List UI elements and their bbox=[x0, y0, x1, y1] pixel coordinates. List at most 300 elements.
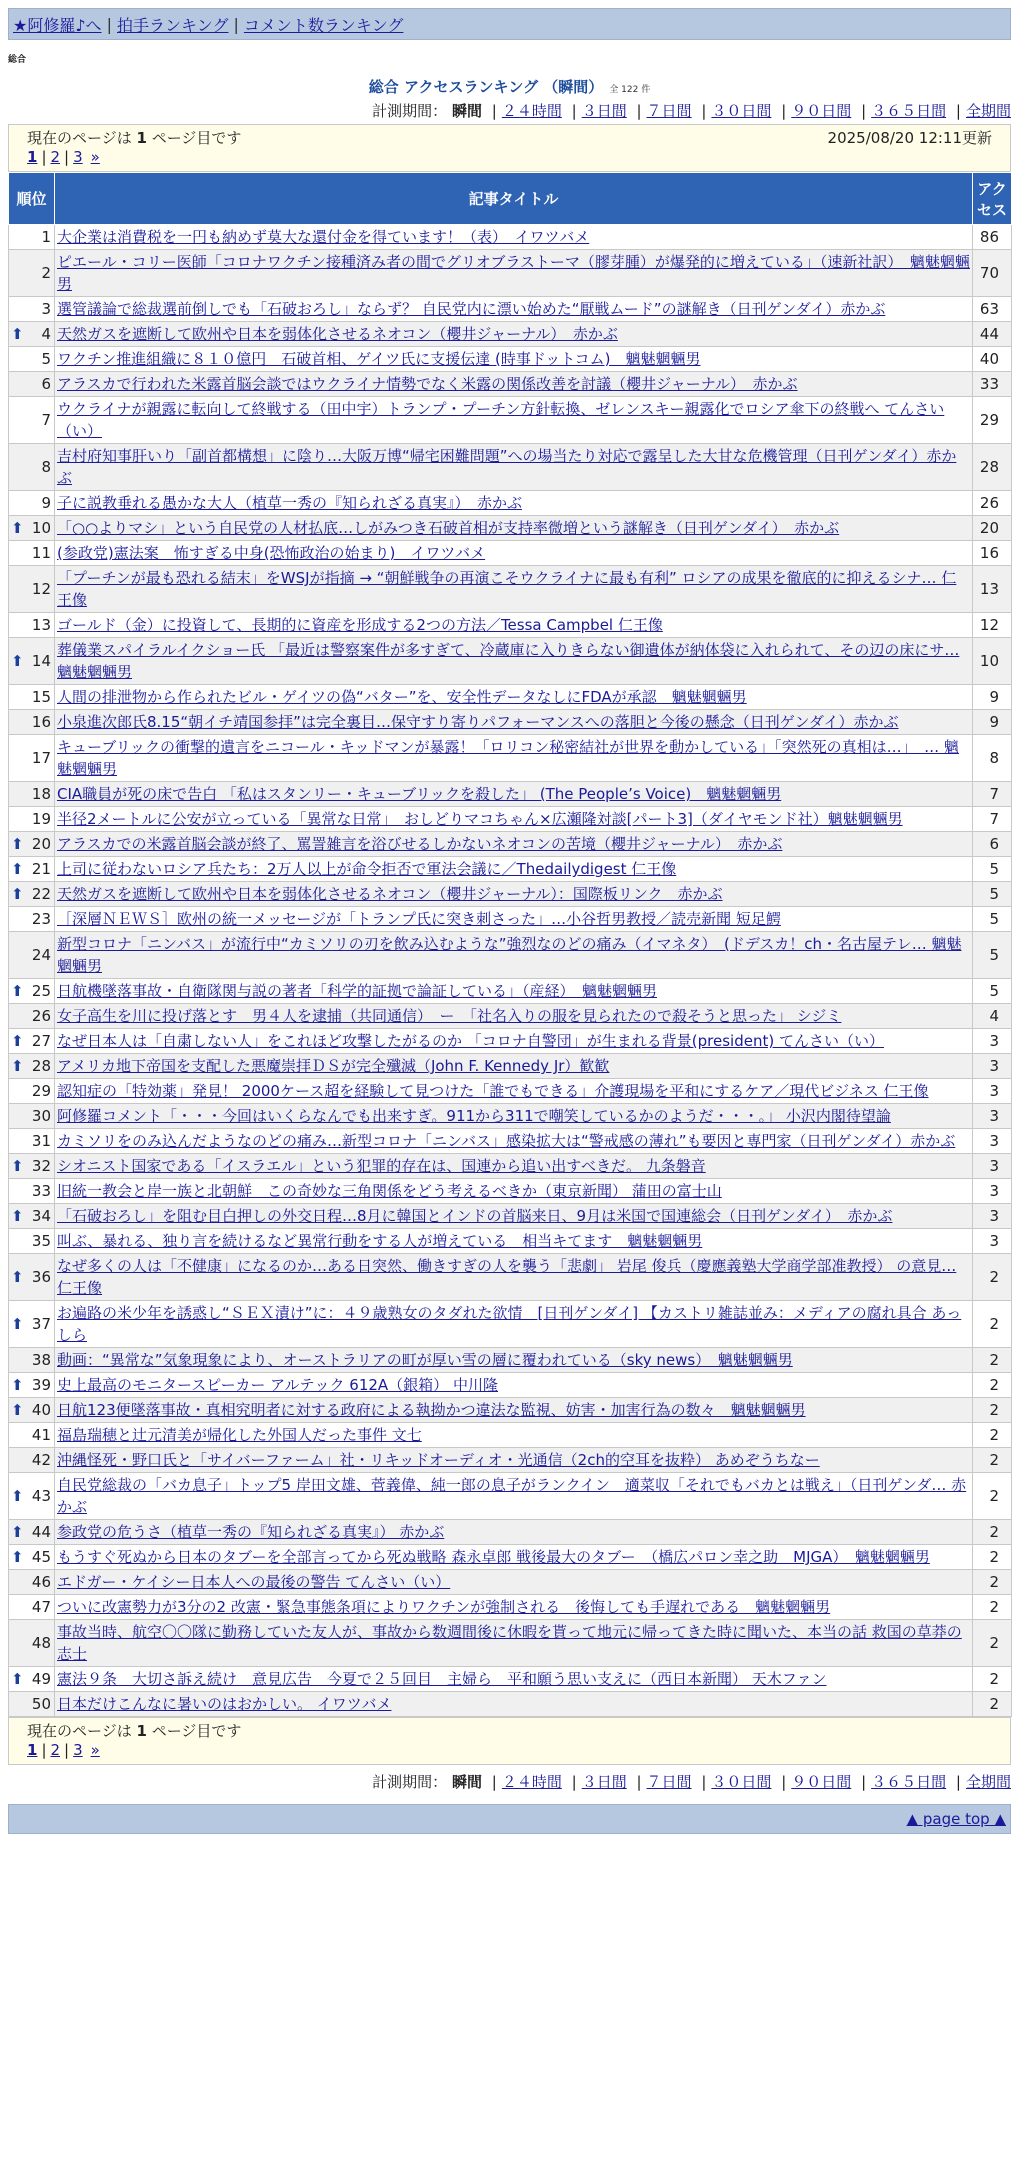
article-link[interactable]: 葬儀業スパイラルイクショー氏 「最近は警察案件が多すぎて、冷蔵庫に入りきらない御遺体が納体袋に入れられて、その辺の床にサ… 魑魅魍魎男 bbox=[57, 641, 960, 681]
arrow-up-icon: ⬆ bbox=[11, 982, 24, 1000]
table-row bbox=[9, 1448, 1012, 1473]
separator: | bbox=[41, 1741, 47, 1759]
title-cell bbox=[55, 1570, 973, 1595]
article-link[interactable]: ウクライナが親露に転向して終戦する（田中宇）トランプ・プーチン方針転換、ゼレンスキー親露化でロシア傘下の終戦へ てんさい（い） bbox=[57, 400, 945, 440]
rank-number: 16 bbox=[31, 713, 51, 731]
rank-cell bbox=[9, 541, 55, 566]
rank-cell bbox=[9, 1398, 55, 1423]
table-row bbox=[9, 1373, 1012, 1398]
table-row bbox=[9, 710, 1012, 735]
table-row bbox=[9, 1079, 1012, 1104]
next-page-link[interactable]: » bbox=[90, 1741, 100, 1759]
updated-timestamp: 2025/08/20 12:11更新 bbox=[827, 128, 992, 147]
table-row bbox=[9, 1254, 1012, 1301]
table-row bbox=[9, 735, 1012, 782]
article-link[interactable]: CIA職員が死の床で告白 「私はスタンリー・キューブリックを殺した」 (The People’s Voice) 魑魅魍魎男 bbox=[57, 785, 782, 803]
table-row bbox=[9, 857, 1012, 882]
separator: | bbox=[571, 1773, 577, 1791]
rank-number: 42 bbox=[31, 1451, 51, 1469]
article-link[interactable]: 小泉進次郎氏8.15“朝イチ靖国参拝”は完全裏目…保守すり寄りパフォーマンスへの落胆と今後の懸念（日刊ゲンダイ）赤かぶ bbox=[57, 713, 899, 731]
next-page-link[interactable]: » bbox=[90, 148, 100, 166]
access-count: 2 bbox=[973, 1448, 1012, 1473]
period-24h-link[interactable]: ２４時間 bbox=[501, 1773, 562, 1791]
title-cell bbox=[55, 1373, 973, 1398]
ranking-title-line bbox=[8, 76, 1011, 94]
article-link[interactable]: ゴールド（金）に投資して、長期的に資産を形成する2つの方法／Tessa Campbel 仁王像 bbox=[57, 616, 663, 634]
access-count: 2 bbox=[973, 1595, 1012, 1620]
rank-number: 15 bbox=[31, 688, 51, 706]
article-link[interactable]: (参政党)憲法案 怖すぎる中身(恐怖政治の始まり) イワツバメ bbox=[57, 544, 486, 562]
rank-number: 6 bbox=[41, 375, 51, 393]
title-cell bbox=[55, 857, 973, 882]
title-cell bbox=[55, 907, 973, 932]
article-link[interactable]: 自民党総裁の「バカ息子」トップ5 岸田文雄、菅義偉、純一郎の息子がランクイン 適菜収「それでもバカとは戦え」（日刊ゲンダ… 赤かぶ bbox=[57, 1476, 967, 1516]
access-count: 8 bbox=[973, 735, 1012, 782]
title-cell bbox=[55, 372, 973, 397]
rank-number: 44 bbox=[31, 1523, 51, 1541]
article-link[interactable]: 選管議論で総裁選前倒しでも「石破おろし」ならず？ 自民党内に漂い始めた“厭戦ムード”の謎解き（日刊ゲンダイ）赤かぶ bbox=[57, 300, 886, 318]
title-cell bbox=[55, 1029, 973, 1054]
rank-cell bbox=[9, 1129, 55, 1154]
title-cell bbox=[55, 1545, 973, 1570]
title-cell bbox=[55, 397, 973, 444]
title-cell bbox=[55, 1692, 973, 1717]
table-row bbox=[9, 807, 1012, 832]
access-count: 2 bbox=[973, 1570, 1012, 1595]
separator: | bbox=[233, 14, 239, 34]
rank-number: 48 bbox=[31, 1634, 51, 1652]
period-365d-link[interactable]: ３６５日間 bbox=[871, 102, 947, 120]
rank-number: 4 bbox=[41, 325, 51, 343]
page bbox=[8, 8, 1011, 1834]
access-count: 2 bbox=[973, 1520, 1012, 1545]
rank-cell bbox=[9, 1423, 55, 1448]
access-count: 3 bbox=[973, 1029, 1012, 1054]
arrow-up-icon: ⬆ bbox=[11, 1057, 24, 1075]
article-link[interactable]: 吉村府知事肝いり「副首都構想」に陰り…大阪万博“帰宅困難問題”への場当たり対応で露呈した大甘な危機管理（日刊ゲンダイ）赤かぶ bbox=[57, 447, 957, 487]
table-row bbox=[9, 1348, 1012, 1373]
access-count: 5 bbox=[973, 979, 1012, 1004]
applause-ranking-link[interactable]: 拍手ランキング bbox=[116, 15, 229, 35]
rank-cell bbox=[9, 347, 55, 372]
rank-cell bbox=[9, 491, 55, 516]
separator: | bbox=[571, 102, 577, 120]
period-365d-link[interactable]: ３６５日間 bbox=[871, 1773, 947, 1791]
rank-number: 18 bbox=[31, 785, 51, 803]
title-cell bbox=[55, 685, 973, 710]
access-count: 2 bbox=[973, 1398, 1012, 1423]
page-3-link[interactable]: 3 bbox=[73, 148, 83, 166]
access-count: 10 bbox=[973, 638, 1012, 685]
separator: | bbox=[64, 148, 70, 166]
arrow-up-icon: ⬆ bbox=[11, 1157, 24, 1175]
rank-cell bbox=[9, 907, 55, 932]
title-cell bbox=[55, 710, 973, 735]
access-count: 40 bbox=[973, 347, 1012, 372]
title-cell bbox=[55, 1079, 973, 1104]
rank-cell bbox=[9, 638, 55, 685]
article-link[interactable]: 「石破おろし」を阻む目白押しの外交日程…8月に韓国とインドの首脳来日、9月は米国で国連総会（日刊ゲンダイ） 赤かぶ bbox=[57, 1207, 893, 1225]
access-count: 63 bbox=[973, 297, 1012, 322]
page-top-link[interactable]: ▲ page top ▲ bbox=[906, 1810, 1006, 1828]
access-count: 2 bbox=[973, 1348, 1012, 1373]
title-cell bbox=[55, 566, 973, 613]
rank-cell bbox=[9, 444, 55, 491]
rank-cell bbox=[9, 297, 55, 322]
pager-bottom bbox=[8, 1717, 1011, 1765]
article-link[interactable]: ピエール・コリー医師「コロナワクチン接種済み者の間でグリオブラストーマ（膠芽腫）が爆発的に増えている」（速新社訳） 魑魅魍魎男 bbox=[57, 253, 970, 293]
arrow-up-icon: ⬆ bbox=[11, 835, 24, 853]
period-7d-link[interactable]: ７日間 bbox=[646, 1773, 692, 1791]
article-link[interactable]: 子に説教垂れる愚かな大人（植草一秀の『知られざる真実』） 赤かぶ bbox=[57, 494, 523, 512]
rank-cell bbox=[9, 397, 55, 444]
article-link[interactable]: お遍路の米少年を誘惑し“ＳＥＸ漬け”に：４９歳熟女のタダれた欲情 [日刊ゲンダイ] 【カストリ雑誌並み：メディアの腐れ具合 あっしら bbox=[57, 1304, 962, 1344]
access-count: 12 bbox=[973, 613, 1012, 638]
arrow-up-icon: ⬆ bbox=[11, 860, 24, 878]
access-count: 2 bbox=[973, 1373, 1012, 1398]
title-cell bbox=[55, 1301, 973, 1348]
article-link[interactable]: 新型コロナ「ニンバス」が流行中“カミソリの刃を飲み込むような”強烈なのどの痛み（イマネタ） (ドデスカ！ch・名古屋テレ… 魑魅魍魎男 bbox=[57, 935, 962, 975]
rank-cell bbox=[9, 372, 55, 397]
arrow-up-icon: ⬆ bbox=[11, 1548, 24, 1566]
table-row bbox=[9, 1520, 1012, 1545]
table-row bbox=[9, 1595, 1012, 1620]
rank-cell bbox=[9, 1620, 55, 1667]
pager-status bbox=[27, 1720, 241, 1741]
period-7d-link[interactable]: ７日間 bbox=[646, 102, 692, 120]
table-row bbox=[9, 1054, 1012, 1079]
table-row bbox=[9, 1620, 1012, 1667]
access-count: 2 bbox=[973, 1423, 1012, 1448]
article-link[interactable]: エドガー・ケイシー日本人への最後の警告 てんさい（い） bbox=[57, 1573, 451, 1591]
arrow-up-icon: ⬆ bbox=[11, 652, 24, 670]
table-row bbox=[9, 297, 1012, 322]
rank-cell bbox=[9, 1692, 55, 1717]
access-count: 3 bbox=[973, 1129, 1012, 1154]
separator: | bbox=[781, 1773, 787, 1791]
table-row bbox=[9, 1129, 1012, 1154]
separator: | bbox=[64, 1741, 70, 1759]
table-row bbox=[9, 1545, 1012, 1570]
rank-number: 3 bbox=[41, 300, 51, 318]
separator: | bbox=[636, 102, 642, 120]
rank-number: 24 bbox=[31, 946, 51, 964]
rank-number: 38 bbox=[31, 1351, 51, 1369]
article-link[interactable]: 「プーチンが最も恐れる結末」をWSJが指摘 → “朝鮮戦争の再演こそウクライナに最も有利” ロシアの成果を徹底的に抑えるシナ… 仁王像 bbox=[57, 569, 957, 609]
article-link[interactable]: 憲法９条 大切さ訴え続け 意見広告 今夏で２５回目 主婦ら 平和願う思い支えに（西日本新聞） 天木ファン bbox=[57, 1670, 827, 1688]
arrow-up-icon: ⬆ bbox=[11, 1523, 24, 1541]
article-link[interactable]: ワクチン推進組織に８１０億円 石破首相、ゲイツ氏に支援伝達 (時事ドットコム) 魑魅魍魎男 bbox=[57, 350, 701, 368]
rank-number: 12 bbox=[31, 580, 51, 598]
access-count: 7 bbox=[973, 807, 1012, 832]
top-navigation bbox=[8, 8, 1011, 40]
article-link[interactable]: 参政党の危うさ（植草一秀の『知られざる真実』） 赤かぶ bbox=[57, 1523, 445, 1541]
separator: | bbox=[955, 102, 961, 120]
table-row bbox=[9, 322, 1012, 347]
title-cell bbox=[55, 1004, 973, 1029]
rank-cell bbox=[9, 832, 55, 857]
pager-prefix: 現在のページは bbox=[27, 128, 137, 147]
rank-cell bbox=[9, 516, 55, 541]
access-count: 16 bbox=[973, 541, 1012, 566]
article-link[interactable]: なぜ日本人は「自粛しない人」をこれほど攻撃したがるのか 「コロナ自警団」が生まれる背景(president) てんさい（い） bbox=[57, 1032, 884, 1050]
article-link[interactable]: アラスカで行われた米露首脳会談ではウクライナ情勢でなく米露の関係改善を討議（櫻井ジャーナル） 赤かぶ bbox=[57, 375, 798, 393]
rank-number: 11 bbox=[31, 544, 51, 562]
page-1-link[interactable]: 1 bbox=[27, 1741, 38, 1759]
table-row bbox=[9, 1229, 1012, 1254]
access-count: 2 bbox=[973, 1473, 1012, 1520]
separator: | bbox=[106, 14, 112, 34]
article-link[interactable]: 上司に従わないロシア兵たち：2万人以上が命令拒否で軍法会議に／Thedailydigest 仁王像 bbox=[57, 860, 677, 878]
home-link[interactable]: ★阿修羅♪へ bbox=[13, 15, 102, 35]
period-24h-link[interactable]: ２４時間 bbox=[501, 102, 562, 120]
rank-number: 41 bbox=[31, 1426, 51, 1444]
title-cell bbox=[55, 1448, 973, 1473]
period-selector-bottom bbox=[8, 1771, 1011, 1791]
table-row bbox=[9, 491, 1012, 516]
rank-cell bbox=[9, 685, 55, 710]
rank-number: 27 bbox=[31, 1032, 51, 1050]
title-cell bbox=[55, 782, 973, 807]
pager-top bbox=[8, 124, 1011, 172]
period-current: 瞬間 bbox=[451, 102, 482, 120]
article-link[interactable]: 天然ガスを遮断して欧州や日本を弱体化させるネオコン（櫻井ジャーナル） 赤かぶ bbox=[57, 325, 618, 343]
rank-cell bbox=[9, 1104, 55, 1129]
rank-cell bbox=[9, 1348, 55, 1373]
rank-cell bbox=[9, 1545, 55, 1570]
table-row bbox=[9, 444, 1012, 491]
access-count: 5 bbox=[973, 907, 1012, 932]
ranking-rows bbox=[9, 225, 1012, 1717]
period-all-link[interactable]: 全期間 bbox=[965, 1773, 1011, 1791]
article-link[interactable]: 史上最高のモニタースピーカー アルテック 612A（銀箱） 中川隆 bbox=[57, 1376, 498, 1394]
separator: | bbox=[955, 1773, 961, 1791]
access-count: 70 bbox=[973, 250, 1012, 297]
pager-suffix: ページ目です bbox=[146, 128, 242, 147]
title-cell bbox=[55, 225, 973, 250]
page-2-link[interactable]: 2 bbox=[50, 148, 61, 166]
page-1-link[interactable]: 1 bbox=[27, 148, 38, 166]
table-row bbox=[9, 1398, 1012, 1423]
article-link[interactable]: 福島瑞穂と辻元清美が帰化した外国人だった事件 文七 bbox=[57, 1426, 422, 1444]
article-link[interactable]: ついに改憲勢力が3分の2 改憲・緊急事態条項によりワクチンが強制される 後悔しても手遅れである 魑魅魍魎男 bbox=[57, 1598, 831, 1616]
access-count: 28 bbox=[973, 444, 1012, 491]
rank-number: 33 bbox=[31, 1182, 51, 1200]
table-row bbox=[9, 1423, 1012, 1448]
title-cell bbox=[55, 1667, 973, 1692]
article-link[interactable]: アメリカ地下帝国を支配した悪魔崇拝ＤＳが完全殲滅（John F. Kennedy Jr）歓歓 bbox=[57, 1057, 610, 1075]
title-cell bbox=[55, 1423, 973, 1448]
table-row bbox=[9, 1029, 1012, 1054]
title-cell bbox=[55, 322, 973, 347]
page-3-link[interactable]: 3 bbox=[73, 1741, 83, 1759]
article-link[interactable]: なぜ多くの人は「不健康」になるのか…ある日突然、働きすぎの人を襲う「悲劇」 岩尾 俊兵（慶應義塾大学商学部准教授） の意見… 仁王像 bbox=[57, 1257, 957, 1297]
rank-number: 32 bbox=[31, 1157, 51, 1175]
page-2-link[interactable]: 2 bbox=[50, 1741, 61, 1759]
pager-status bbox=[27, 127, 241, 148]
period-3d-link[interactable]: ３日間 bbox=[581, 1773, 627, 1791]
access-count: 3 bbox=[973, 1229, 1012, 1254]
rank-number: 31 bbox=[31, 1132, 51, 1150]
title-cell bbox=[55, 297, 973, 322]
article-link[interactable]: もうすぐ死ぬから日本のタブーを全部言ってから死ぬ戦略 森永卓郎 戦後最大のタブー （橋広パロン幸之助 MJGA） 魑魅魍魎男 bbox=[57, 1548, 930, 1566]
rank-number: 8 bbox=[41, 458, 51, 476]
rank-number: 23 bbox=[31, 910, 51, 928]
rank-cell bbox=[9, 1254, 55, 1301]
rank-cell bbox=[9, 250, 55, 297]
arrow-up-icon: ⬆ bbox=[11, 519, 24, 537]
rank-number: 5 bbox=[41, 350, 51, 368]
access-count: 33 bbox=[973, 372, 1012, 397]
table-row bbox=[9, 541, 1012, 566]
access-count: 26 bbox=[973, 491, 1012, 516]
article-link[interactable]: シオニスト国家である「イスラエル」という犯罪的存在は、国連から追い出すべきだ。 九条磐音 bbox=[57, 1157, 706, 1175]
rank-number: 10 bbox=[31, 519, 51, 537]
rank-number: 9 bbox=[41, 494, 51, 512]
rank-number: 49 bbox=[31, 1670, 51, 1688]
article-link[interactable]: 沖縄怪死・野口氏と「サイバーファーム」社・リキッドオーディオ・光通信（2ch的空耳を抜粋） あめぞうちなー bbox=[57, 1451, 820, 1469]
rank-number: 20 bbox=[31, 835, 51, 853]
access-count: 3 bbox=[973, 1204, 1012, 1229]
article-link[interactable]: カミソリをのみ込んだようなのどの痛み…新型コロナ「ニンバス」感染拡大は“警戒感の薄れ”も要因と専門家（日刊ゲンダイ）赤かぶ bbox=[57, 1132, 956, 1150]
access-count: 2 bbox=[973, 1545, 1012, 1570]
rank-number: 19 bbox=[31, 810, 51, 828]
article-link[interactable]: 日航機墜落事故・自衛隊関与説の著者「科学的証拠で論証している」（産経） 魑魅魍魎男 bbox=[57, 982, 658, 1000]
period-30d-link[interactable]: ３０日間 bbox=[711, 102, 772, 120]
article-link[interactable]: 大企業は消費税を一円も納めず莫大な還付金を得ています！（表） イワツバメ bbox=[57, 228, 590, 246]
table-row bbox=[9, 1692, 1012, 1717]
period-30d-link[interactable]: ３０日間 bbox=[711, 1773, 772, 1791]
article-link[interactable]: 旧統一教会と岸一族と北朝鮮 この奇妙な三角関係をどう考えるべきか（東京新聞） 蒲田の富士山 bbox=[57, 1182, 722, 1200]
table-row bbox=[9, 979, 1012, 1004]
access-count: 9 bbox=[973, 710, 1012, 735]
access-count: 3 bbox=[973, 1104, 1012, 1129]
period-90d-link[interactable]: ９０日間 bbox=[791, 1773, 852, 1791]
rank-number: 47 bbox=[31, 1598, 51, 1616]
title-cell bbox=[55, 1204, 973, 1229]
article-link[interactable]: 叫ぶ、暴れる、独り言を続けるなど異常行動をする人が増えている 相当キてます 魑魅魍魎男 bbox=[57, 1232, 703, 1250]
rank-cell bbox=[9, 710, 55, 735]
title-cell bbox=[55, 638, 973, 685]
period-all-link[interactable]: 全期間 bbox=[965, 102, 1011, 120]
access-count: 2 bbox=[973, 1254, 1012, 1301]
access-count: 2 bbox=[973, 1667, 1012, 1692]
category-label: 総合 bbox=[8, 55, 27, 65]
article-link[interactable]: 女子高生を川に投げ落とす 男４人を逮捕（共同通信） ー 「社名入りの服を見られたので殺そうと思った」 シジミ bbox=[57, 1007, 842, 1025]
rank-cell bbox=[9, 932, 55, 979]
rank-number: 26 bbox=[31, 1007, 51, 1025]
table-row bbox=[9, 516, 1012, 541]
arrow-up-icon: ⬆ bbox=[11, 885, 24, 903]
rank-cell bbox=[9, 322, 55, 347]
access-count: 3 bbox=[973, 1179, 1012, 1204]
rank-number: 14 bbox=[31, 652, 51, 670]
article-link[interactable]: 動画：“異常な”気象現象により、オーストラリアの町が厚い雪の層に覆われている（sky news） 魑魅魍魎男 bbox=[57, 1351, 793, 1369]
article-link[interactable]: ［深層ＮＥＷＳ］欧州の統一メッセージが「トランプ氏に突き刺さった」…小谷哲男教授／読売新聞 短足鰐 bbox=[57, 910, 781, 928]
article-link[interactable]: キューブリックの衝撃的遺言をニコール・キッドマンが暴露！「ロリコン秘密結社が世界を動かしている」「突然死の真相は…」 … 魑魅魍魎男 bbox=[57, 738, 959, 778]
separator: | bbox=[781, 102, 787, 120]
rank-number: 7 bbox=[41, 411, 51, 429]
separator: | bbox=[701, 1773, 707, 1791]
period-90d-link[interactable]: ９０日間 bbox=[791, 102, 852, 120]
ranking-table bbox=[8, 172, 1012, 1717]
article-link[interactable]: 人間の排泄物から作られたビル・ゲイツの偽“バター”を、安全性データなしにFDAが承認 魑魅魍魎男 bbox=[57, 688, 747, 706]
table-row bbox=[9, 347, 1012, 372]
rank-cell bbox=[9, 1204, 55, 1229]
rank-number: 40 bbox=[31, 1401, 51, 1419]
article-link[interactable]: 認知症の「特効薬」発見！ 2000ケース超を経験して見つけた「誰でもできる」介護現場を平和にするケア／現代ビジネス 仁王像 bbox=[57, 1082, 929, 1100]
rank-number: 50 bbox=[31, 1695, 51, 1713]
article-link[interactable]: 事故当時、航空〇〇隊に勤務していた友人が、事故から数週間後に休暇を貰って地元に帰ってきた時に聞いた、本当の話 救国の草莽の志士 bbox=[57, 1623, 962, 1663]
table-row bbox=[9, 782, 1012, 807]
table-row bbox=[9, 1473, 1012, 1520]
separator: | bbox=[491, 1773, 497, 1791]
period-3d-link[interactable]: ３日間 bbox=[581, 102, 627, 120]
rank-cell bbox=[9, 735, 55, 782]
title-cell bbox=[55, 1620, 973, 1667]
rank-cell bbox=[9, 1448, 55, 1473]
access-count: 4 bbox=[973, 1004, 1012, 1029]
article-link[interactable]: 天然ガスを遮断して欧州や日本を弱体化させるネオコン（櫻井ジャーナル）：国際板リンク 赤かぶ bbox=[57, 885, 723, 903]
rank-number: 45 bbox=[31, 1548, 51, 1566]
period-current: 瞬間 bbox=[451, 1773, 482, 1791]
access-count: 3 bbox=[973, 1054, 1012, 1079]
rank-number: 43 bbox=[31, 1487, 51, 1505]
table-row bbox=[9, 397, 1012, 444]
arrow-up-icon: ⬆ bbox=[11, 325, 24, 343]
rank-number: 34 bbox=[31, 1207, 51, 1225]
article-link[interactable]: 日航123便墜落事故・真相究明者に対する政府による執拗かつ違法な監視、妨害・加害行為の数々 魑魅魍魎男 bbox=[57, 1401, 806, 1419]
table-row bbox=[9, 1301, 1012, 1348]
comment-ranking-link[interactable]: コメント数ランキング bbox=[243, 15, 404, 35]
article-link[interactable]: アラスカでの米露首脳会談が終了、罵詈雑言を浴びせるしかないネオコンの苦境（櫻井ジャーナル） 赤かぶ bbox=[57, 835, 783, 853]
rank-number: 39 bbox=[31, 1376, 51, 1394]
rank-cell bbox=[9, 1570, 55, 1595]
title-cell bbox=[55, 1520, 973, 1545]
access-count: 13 bbox=[973, 566, 1012, 613]
pager-prefix: 現在のページは bbox=[27, 1721, 137, 1740]
rank-cell bbox=[9, 1373, 55, 1398]
title-cell bbox=[55, 1398, 973, 1423]
title-cell bbox=[55, 444, 973, 491]
rank-number: 28 bbox=[31, 1057, 51, 1075]
rank-cell bbox=[9, 1179, 55, 1204]
access-count: 2 bbox=[973, 1692, 1012, 1717]
separator: | bbox=[41, 148, 47, 166]
pager-current-number: 1 bbox=[136, 128, 147, 147]
rank-number: 37 bbox=[31, 1315, 51, 1333]
rank-number: 2 bbox=[41, 264, 51, 282]
article-link[interactable]: 半径2メートルに公安が立っている「異常な日常」 おしどりマコちゃん×広瀬隆対談[パート3]（ダイヤモンド社）魑魅魍魎男 bbox=[57, 810, 903, 828]
article-link[interactable]: 阿修羅コメント「・・・今回はいくらなんでも出来すぎ。911から311で嘲笑しているかのようだ・・・。」 小沢内閣待望論 bbox=[57, 1107, 891, 1125]
access-count: 3 bbox=[973, 1079, 1012, 1104]
article-link[interactable]: 「○○よりマシ」という自民党の人材払底…しがみつき石破首相が支持率微増という謎解き（日刊ゲンダイ） 赤かぶ bbox=[57, 519, 840, 537]
rank-number: 35 bbox=[31, 1232, 51, 1250]
article-link[interactable]: 日本だけこんなに暑いのはおかしい。 イワツバメ bbox=[57, 1695, 392, 1713]
rank-number: 29 bbox=[31, 1082, 51, 1100]
separator: | bbox=[861, 1773, 867, 1791]
rank-cell bbox=[9, 566, 55, 613]
table-row bbox=[9, 1667, 1012, 1692]
period-label: 計測期間： bbox=[372, 102, 448, 120]
title-cell bbox=[55, 1229, 973, 1254]
arrow-up-icon: ⬆ bbox=[11, 1315, 24, 1333]
table-row bbox=[9, 1179, 1012, 1204]
access-header: アクセス bbox=[973, 173, 1012, 225]
period-label: 計測期間： bbox=[372, 1773, 448, 1791]
table-row bbox=[9, 613, 1012, 638]
access-count: 20 bbox=[973, 516, 1012, 541]
